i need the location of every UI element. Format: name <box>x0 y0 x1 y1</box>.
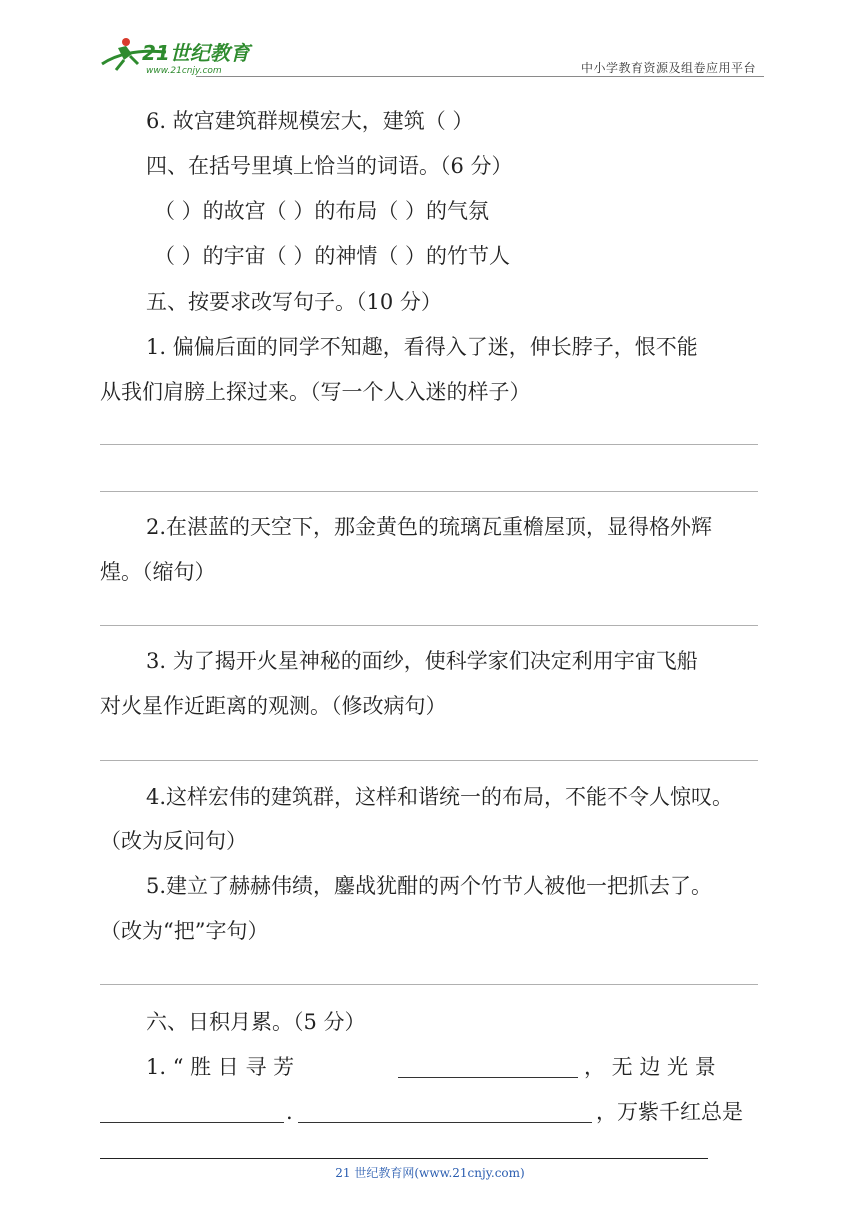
section-5-title: 五、按要求改写句子。（10 分） <box>146 290 442 314</box>
section-4-title: 四、在括号里填上恰当的词语。（6 分） <box>146 154 513 178</box>
fill-blank[interactable] <box>398 1057 578 1078</box>
header-divider <box>196 76 764 77</box>
section-4-row-1: （ ）的故宫（ ）的布局（ ）的气氛 <box>154 199 490 223</box>
answer-line <box>100 491 758 492</box>
s5-q4-line-2: （改为反问句） <box>100 829 247 853</box>
s5-q5-line-2: （改为“把”字句） <box>100 919 269 943</box>
section-6-title: 六、日积月累。（5 分） <box>146 1010 366 1034</box>
answer-line <box>100 760 758 761</box>
svg-text:www.21cnjy.com: www.21cnjy.com <box>146 66 222 76</box>
section-4-row-2: （ ）的宇宙（ ）的神情（ ）的竹节人 <box>154 244 511 268</box>
s5-q2-line-1: 2.在湛蓝的天空下，那金黄色的琉璃瓦重檐屋顶，显得格外辉 <box>146 515 713 539</box>
s5-q3-line-2: 对火星作近距离的观测。（修改病句） <box>100 694 447 718</box>
s5-q4-line-1: 4.这样宏伟的建筑群，这样和谐统一的布局，不能不令人惊叹。 <box>146 785 734 809</box>
s5-q1-line-1: 1. 偏偏后面的同学不知趣，看得入了迷，伸长脖子，恨不能 <box>146 335 698 359</box>
answer-line <box>100 625 758 626</box>
s6-q1-dot: . <box>286 1100 293 1124</box>
footer-source: 21 世纪教育网(www.21cnjy.com) <box>335 1166 525 1180</box>
fill-blank[interactable] <box>298 1102 592 1123</box>
s5-q2-line-2: 煌。（缩句） <box>100 560 216 584</box>
question-6: 6. 故宫建筑群规模宏大，建筑（ ） <box>146 109 474 133</box>
s5-q3-line-1: 3. 为了揭开火星神秘的面纱，使科学家们决定利用宇宙飞船 <box>146 649 698 673</box>
svg-text:21世纪教育: 21世纪教育 <box>142 41 250 65</box>
platform-name: 中小学教育资源及组卷应用平台 <box>580 61 756 75</box>
s6-q1-end: ，万紫千红总是 <box>596 1100 743 1124</box>
fill-blank[interactable] <box>100 1102 284 1123</box>
footer-divider <box>100 1158 708 1159</box>
s6-q1-prefix: 1. “ 胜 日 寻 芳 <box>146 1055 295 1079</box>
answer-line <box>100 984 758 985</box>
s5-q1-line-2: 从我们肩膀上探过来。（写一个人入迷的样子） <box>100 380 531 404</box>
s6-q1-mid: ， 无 边 光 景 <box>584 1055 716 1079</box>
answer-line <box>100 444 758 445</box>
s5-q5-line-1: 5.建立了赫赫伟绩，鏖战犹酣的两个竹节人被他一把抓去了。 <box>146 874 713 898</box>
page-header <box>96 34 764 78</box>
21cnjy-logo <box>96 34 256 78</box>
